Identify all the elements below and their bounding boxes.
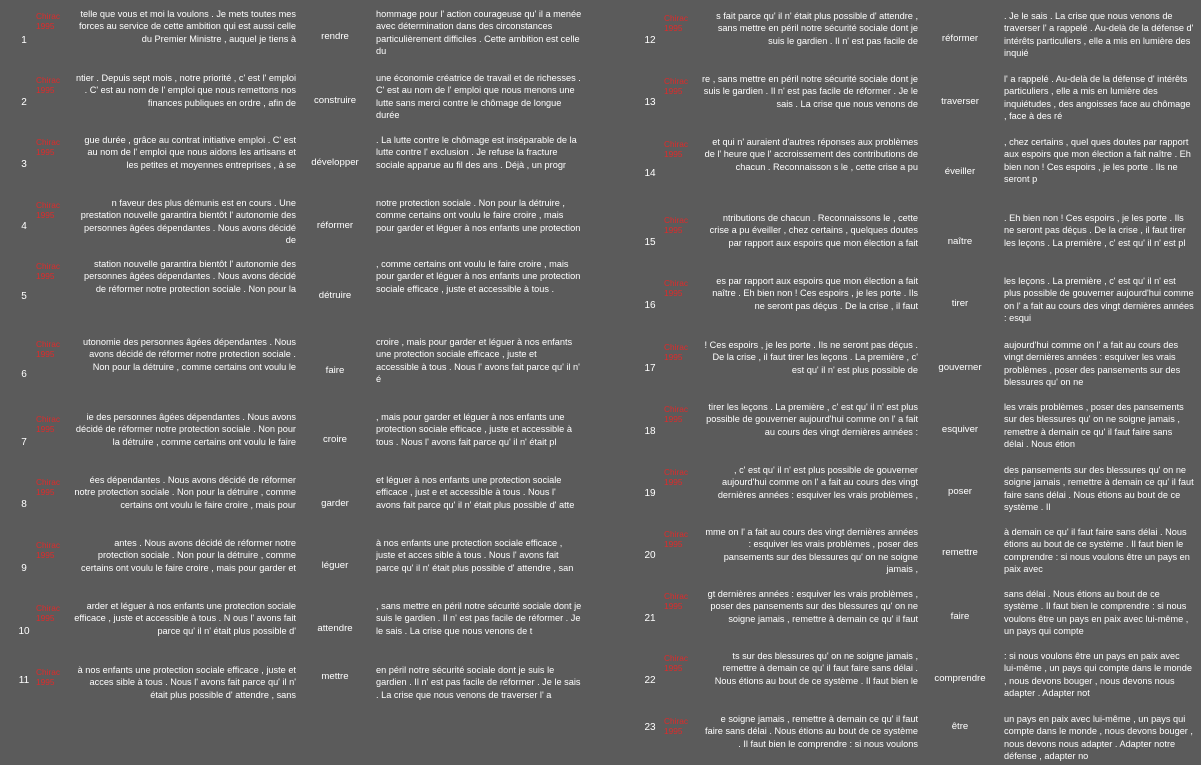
source-tag: Chirac 1995 xyxy=(664,139,688,159)
right-context: à demain ce qu' il faut faire sans délai . Nous étions au bout de ce système . Il faut bien le comprendre : si nous voulons être un pays en paix avec xyxy=(1004,527,1190,574)
row-number: 15 xyxy=(644,237,656,248)
row-number: 19 xyxy=(644,488,656,499)
source-tag: Chirac 1995 xyxy=(36,540,60,560)
left-context: s fait parce qu' il n' était plus possible d' attendre , sans mettre en péril notre sécurité sociale dont je suis le gardien . Il n' est pas facile de xyxy=(716,11,918,46)
row-number: 22 xyxy=(644,675,656,686)
keyword: construire xyxy=(313,95,357,106)
keyword: faire xyxy=(950,611,970,622)
right-context: : si nous voulons être un pays en paix avec lui-même , un pays qui compte dans le monde , nous devons bouger , nous devons nous adapter . Adapter not xyxy=(1004,651,1192,698)
source-tag: Chirac 1995 xyxy=(664,653,688,673)
right-context: . La lutte contre le chômage est inséparable de la lutte contre l' exclusion . Je refuse la fracture sociale apparue au fil des ans . Déjà , un progr xyxy=(376,135,577,170)
source-tag: Chirac 1995 xyxy=(36,11,60,31)
row-number: 12 xyxy=(644,35,656,46)
left-context: ntributions de chacun . Reconnaissons le , cette crise a pu éveiller , chez certains , quelques doutes par rapport aux espoirs que mon élection a fait xyxy=(709,213,918,248)
left-context: re , sans mettre en péril notre sécurité sociale dont je suis le gardien . Il n' est pas facile de réformer . Je le sais . La crise que nous venons de xyxy=(702,74,918,109)
row-number: 8 xyxy=(21,499,27,510)
left-context: ie des personnes âgées dépendantes . Nous avons décidé de réformer notre protection sociale . Non pour la détruire , comme certains ont voulu le faire xyxy=(75,412,296,447)
row-number: 6 xyxy=(21,369,27,380)
keyword: développer xyxy=(311,157,359,168)
source-tag: Chirac 1995 xyxy=(36,414,60,434)
source-tag: Chirac 1995 xyxy=(664,404,688,424)
row-number: 10 xyxy=(18,626,30,637)
row-number: 23 xyxy=(644,722,656,733)
row-number: 16 xyxy=(644,300,656,311)
row-number: 17 xyxy=(644,363,656,374)
left-context: station nouvelle garantira bientôt l' autonomie des personnes âgées dépendantes . Nous avons décidé de réformer notre protection sociale . Non pour la xyxy=(84,259,296,294)
keyword: naître xyxy=(947,236,973,247)
right-context: , chez certains , quel ques doutes par rapport aux espoirs que mon élection a fait naître . Eh bien non ! Ces espoirs , je les porte . Ils ne seront p xyxy=(1004,137,1191,184)
row-number: 14 xyxy=(644,168,656,179)
keyword: traverser xyxy=(941,96,979,107)
right-context: , sans mettre en péril notre sécurité sociale dont je suis le gardien . Il n' est pas facile de réformer . Je le sais . La crise que nous venons de t xyxy=(376,601,582,636)
source-tag: Chirac 1995 xyxy=(664,215,688,235)
row-number: 4 xyxy=(21,221,27,232)
right-context: , comme certains ont voulu le faire croire , mais pour garder et léguer à nos enfants une protection sociale efficace , juste et accessible à tous . xyxy=(376,259,581,294)
keyword: être xyxy=(951,721,969,732)
left-context: n faveur des plus démunis est en cours . Une prestation nouvelle garantira bientôt l' autonomie des personnes âgées dépendantes . Nous avons décidé de xyxy=(80,198,296,245)
left-context: utonomie des personnes âgées dépendantes . Nous avons décidé de réformer notre protection sociale . Non pour la détruire , comme certains ont voulu le xyxy=(83,337,296,372)
right-context: les leçons . La première , c' est qu' il n' est plus possible de gouverner aujourd'hui comme on l' a fait au cours des vingt dernières années : esqui xyxy=(1004,276,1194,323)
row-number: 3 xyxy=(21,159,27,170)
left-context: es par rapport aux espoirs que mon élection a fait naître . Eh bien non ! Ces espoirs , je les porte . Ils ne seront pas déçus . De la crise , il faut xyxy=(712,276,918,311)
keyword: tirer xyxy=(951,298,969,309)
concordance-column-right xyxy=(602,0,1201,765)
row-number: 20 xyxy=(644,550,656,561)
left-context: tirer les leçons . La première , c' est qu' il n' est plus possible de gouverner aujourd'hui comme on l' a fait au cours des vingt dernières années : xyxy=(706,402,918,437)
right-context: une économie créatrice de travail et de richesses . C' est au nom de l' emploi que nous menons une lutte sans merci contre le chômage de longue durée xyxy=(376,73,581,120)
left-context: ées dépendantes . Nous avons décidé de réformer notre protection sociale . Non pour la détruire , comme certains ont voulu le faire croire , mais pour xyxy=(74,475,296,510)
right-context: des pansements sur des blessures qu' on ne soigne jamais , remettre à demain ce qu' il faut faire sans délai . Nous étions au bout de ce système . Il xyxy=(1004,465,1194,512)
source-tag: Chirac 1995 xyxy=(36,477,60,497)
row-number: 21 xyxy=(644,613,656,624)
right-context: , mais pour garder et léguer à nos enfants une protection sociale efficace , juste et accessible à tous . Nous l' avons fait parce qu' il n' était pl xyxy=(376,412,572,447)
right-context: en péril notre sécurité sociale dont je suis le gardien . Il n' est pas facile de réformer . Je le sais . La crise que nous venons de traverser l' a xyxy=(376,665,581,700)
source-tag: Chirac 1995 xyxy=(664,467,688,487)
left-context: gue durée , grâce au contrat initiative emploi . C' est au nom de l' emploi que nous aidons les artisans et les petites et moyennes entreprises , à se xyxy=(84,135,296,170)
row-number: 2 xyxy=(21,97,27,108)
source-tag: Chirac 1995 xyxy=(664,13,688,33)
left-context: antes . Nous avons décidé de réformer notre protection sociale . Non pour la détruire , comme certains ont voulu le faire croire , mais pour garder et xyxy=(81,538,296,573)
right-context: l' a rappelé . Au-delà de la défense d' intérêts particuliers , elle a mis en lumière des inquiétudes , des angoisses face au chômage , face à des ré xyxy=(1004,74,1191,121)
right-context: sans délai . Nous étions au bout de ce système . Il faut bien le comprendre : si nous voulons être un pays en paix avec lui-même , un pays qui compte xyxy=(1004,589,1189,636)
right-context: un pays en paix avec lui-même , un pays qui compte dans le monde , nous devons bouger , nous devons nous adapter . Adapter notre défense , adapter no xyxy=(1004,714,1193,761)
row-number: 7 xyxy=(21,437,27,448)
left-context: et qui n' auraient d'autres réponses aux problèmes de l' heure que l' accroissement des contributions de chacun . Reconnaisson s le , cette crise a pu xyxy=(704,137,918,172)
left-context: arder et léguer à nos enfants une protection sociale efficace , juste et accessible à tous . N ous l' avons fait parce qu' il n' était plus possible d' xyxy=(74,601,296,636)
left-context: ntier . Depuis sept mois , notre priorité , c' est l' emploi . C' est au nom de l' emploi que nous remettons nos finances publiques en ordre , afin de xyxy=(75,73,296,108)
right-context: hommage pour l' action courageuse qu' il a menée avec détermination dans des circonstances particulièrement difficiles . Cette ambition est celle du xyxy=(376,9,582,56)
row-number: 13 xyxy=(644,97,656,108)
right-context: et léguer à nos enfants une protection sociale efficace , just e et accessible à tous . Nous l' avons fait parce qu' il n' était plus possible d' atte xyxy=(376,475,575,510)
keyword: gouverner xyxy=(938,362,982,373)
keyword: faire xyxy=(325,365,345,376)
keyword: mettre xyxy=(321,671,349,682)
left-context: e soigne jamais , remettre à demain ce qu' il faut faire sans délai . Nous étions au bout de ce système . Il faut bien le comprendre : si nous voulons xyxy=(705,714,918,749)
left-context: mme on l' a fait au cours des vingt dernières années : esquiver les vrais problèmes , poser des pansements sur des blessures qu' on ne soigne jamais , xyxy=(705,527,918,574)
keyword: réformer xyxy=(941,33,979,44)
left-context: gt dernières années : esquiver les vrais problèmes , poser des pansements sur des blessures qu' on ne soigne jamais , remettre à demain ce qu' il faut xyxy=(707,589,918,624)
source-tag: Chirac 1995 xyxy=(664,529,688,549)
source-tag: Chirac 1995 xyxy=(36,667,60,687)
right-context: à nos enfants une protection sociale efficace , juste et acces sible à tous . Nous l' avons fait parce qu' il n' était plus possible d' attendre , san xyxy=(376,538,574,573)
source-tag: Chirac 1995 xyxy=(664,76,688,96)
keyword: détruire xyxy=(318,290,352,301)
keyword: rendre xyxy=(321,31,349,42)
left-context: à nos enfants une protection sociale efficace , juste et acces sible à tous . Nous l' avons fait parce qu' il n' était plus possible d' attendre , sans xyxy=(77,665,296,700)
left-context: , c' est qu' il n' est plus possible de gouverner aujourd'hui comme on l' a fait au cours des vingt dernières années : esquiver les vrais problèmes , xyxy=(717,465,918,500)
left-context: ! Ces espoirs , je les porte . Ils ne seront pas déçus . De la crise , il faut tirer les leçons . La première , c' est qu' il n' est plus possible de xyxy=(704,340,918,375)
row-number: 1 xyxy=(21,35,27,46)
left-context: telle que vous et moi la voulons . Je mets toutes mes forces au service de cette ambition qui est aussi celle du Premier Ministre , auquel je tiens à xyxy=(78,9,296,44)
keyword: garder xyxy=(321,498,349,509)
keyword: comprendre xyxy=(934,673,986,684)
right-context: . Je le sais . La crise que nous venons de traverser l' a rappelé . Au-delà de la défense d' intérêts particuliers , elle a mis en lumière des inquié xyxy=(1004,11,1194,58)
left-context: ts sur des blessures qu' on ne soigne jamais , remettre à demain ce qu' il faut faire sans délai . Nous étions au bout de ce système . Il faut bien le xyxy=(714,651,918,686)
right-context: aujourd'hui comme on l' a fait au cours des vingt dernières années : esquiver les vrais problèmes , poser des pansements sur des blessures qu' on ne xyxy=(1004,340,1181,387)
right-context: les vrais problèmes , poser des pansements sur des blessures qu' on ne soigne jamais , remettre à demain ce qu' il faut faire sans délai . Nous étion xyxy=(1004,402,1184,449)
row-number: 9 xyxy=(21,563,27,574)
source-tag: Chirac 1995 xyxy=(664,342,688,362)
right-context: croire , mais pour garder et léguer à nos enfants une protection sociale efficace , juste et accessible à tous . Nous l' avons fait parce qu' il n' é xyxy=(376,337,580,384)
source-tag: Chirac 1995 xyxy=(664,278,688,298)
source-tag: Chirac 1995 xyxy=(36,603,60,623)
source-tag: Chirac 1995 xyxy=(664,716,688,736)
keyword: léguer xyxy=(321,560,349,571)
source-tag: Chirac 1995 xyxy=(664,591,688,611)
concordance-column-left xyxy=(0,0,600,765)
source-tag: Chirac 1995 xyxy=(36,339,60,359)
row-number: 11 xyxy=(18,675,30,686)
source-tag: Chirac 1995 xyxy=(36,261,60,281)
keyword: esquiver xyxy=(941,424,979,435)
keyword: croire xyxy=(323,434,347,445)
keyword: réformer xyxy=(316,220,354,231)
source-tag: Chirac 1995 xyxy=(36,137,60,157)
right-context: notre protection sociale . Non pour la détruire , comme certains ont voulu le faire croire , mais pour garder et léguer à nos enfants une protection xyxy=(376,198,581,233)
keyword: remettre xyxy=(942,547,978,558)
keyword: attendre xyxy=(317,623,353,634)
source-tag: Chirac 1995 xyxy=(36,75,60,95)
row-number: 5 xyxy=(21,291,27,302)
right-context: . Eh bien non ! Ces espoirs , je les porte . Ils ne seront pas déçus . De la crise , il faut tirer les leçons . La première , c' est qu' il n' est pl xyxy=(1004,213,1186,248)
keyword: poser xyxy=(948,486,972,497)
row-number: 18 xyxy=(644,426,656,437)
source-tag: Chirac 1995 xyxy=(36,200,60,220)
keyword: éveiller xyxy=(944,166,976,177)
